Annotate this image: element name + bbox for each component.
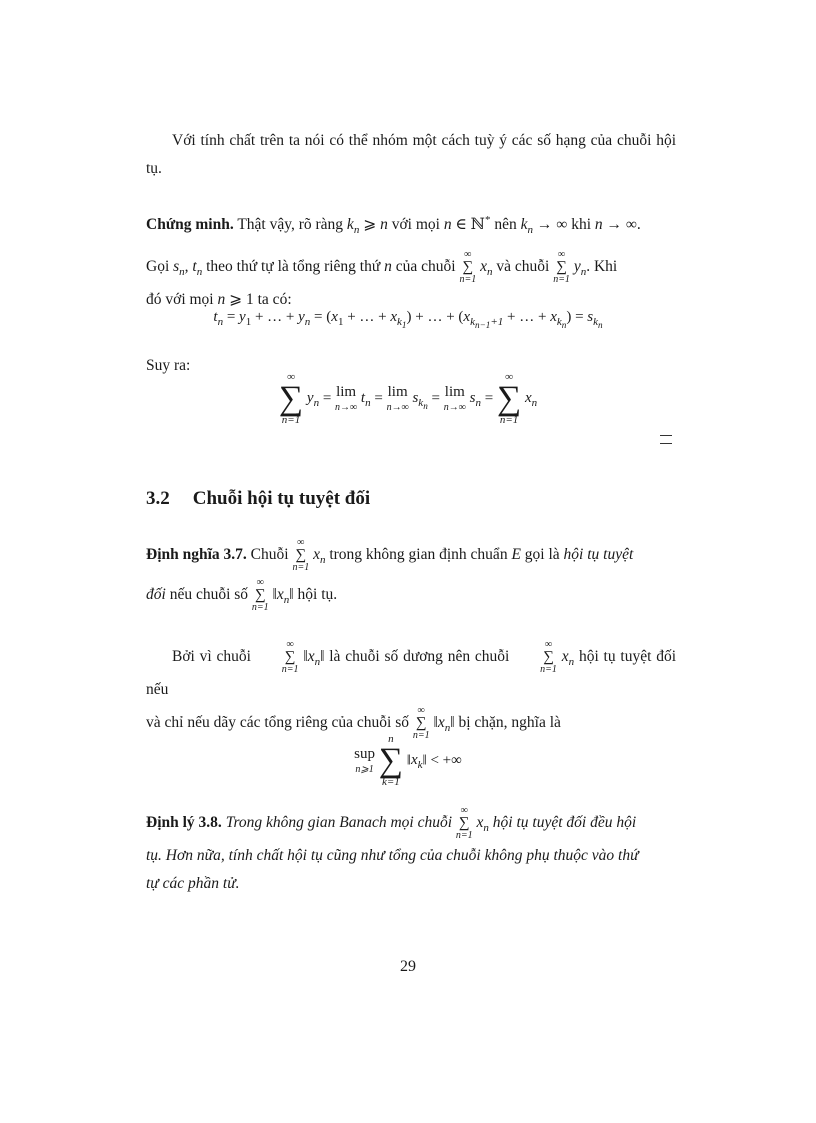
definition-text: Chuỗi: [250, 546, 289, 564]
sum-symbol: ∞ ∑ n=1: [459, 249, 477, 286]
sum-symbol: n ∑ k=1: [378, 733, 403, 788]
proof-line-2: Gọi $s_n$, $t_n$ theo thứ tự là tổng riêng thứ n của chuỗi ∞ ∑ n=1 $x_n$ và chuỗi ∞ ∑ n=1 $y_n$. Khi: [146, 249, 618, 286]
equation-limit: ∞ ∑ n=1 $y_n$ = lim n→∞ $t_n$ = lim n→∞ $s_{k_n}$ = lim n→∞ $s_n$ = ∞ ∑ n=1 $x_n$: [278, 371, 538, 426]
definition-line-1: Định nghĩa 3.7. Chuỗi ∞ ∑ n=1 $x_n$ trong không gian định chuẩn E gọi là hội tụ tuyệt: [146, 537, 634, 573]
theorem-text: hội tụ tuyệt đối đều hội: [492, 814, 637, 832]
theorem-label: Định lý 3.8.: [146, 814, 222, 832]
theorem-line-2: tụ. Hơn nữa, tính chất hội tụ cũng như tổng của chuỗi không phụ thuộc vào thứ: [146, 847, 639, 865]
definition-line-2: đối nếu chuỗi số ∞ ∑ n=1 $‖x_n‖$ hội tụ.: [146, 577, 338, 614]
definition-term: hội tụ tuyệt: [563, 546, 634, 564]
section-title: Chuỗi hội tụ tuyệt đối: [192, 488, 371, 509]
proof-paragraph: [146, 206, 676, 314]
theorem-line-1: Định lý 3.8. Trong không gian Banach mọi chuỗi ∞ ∑ n=1 $x_n$ hội tụ tuyệt đối đều hội: [146, 805, 637, 841]
equation-partial-sum: $t_n = y_1$ + … + $y_n = (x_1$ + … + $x_{k_1}$) + … + ($x_{k_{n-1}+1}$ + … + $x_{k_n}) = s_{k_n}$: [213, 309, 603, 331]
definition-text: gọi là: [524, 546, 560, 564]
proof-text: Gọi: [146, 258, 170, 276]
definition-term: đối: [146, 586, 166, 604]
proof-line-1: Chứng minh. Thật vậy, rõ ràng $k_n$ ⩾ n với mọi n ∈ ℕ* nên $k_n$ → ∞ khi n → ∞.: [146, 214, 641, 237]
definition-label: Định nghĩa 3.7.: [146, 546, 247, 564]
intro-line-2: hội tụ.: [146, 132, 676, 177]
proof-text: theo thứ tự là tổng riêng thứ: [206, 258, 381, 276]
proof-text: nên: [494, 216, 517, 234]
proof-text: và chuỗi: [496, 258, 550, 276]
theorem-paragraph: [146, 806, 676, 898]
intro-line-1: Với tính chất trên ta nói có thể nhóm một cách tuỳ ý các số hạng của chuỗi: [172, 132, 652, 149]
page-number: 29: [400, 958, 416, 975]
proof-text: Thật vậy, rõ ràng: [237, 216, 344, 234]
proof-text: Khi: [593, 258, 618, 276]
definition-text: nếu chuỗi số: [169, 586, 249, 604]
section-number: 3.2: [146, 488, 170, 509]
sum-symbol: ∞ ∑ n=1: [455, 805, 473, 841]
proof-text: khi: [571, 216, 591, 234]
equation-sup: sup n⩾1 n ∑ k=1 $‖x_k‖$ < +∞: [354, 733, 462, 788]
definition-text: trong không gian định chuẩn: [329, 546, 508, 564]
sum-symbol: ∞ ∑ n=1: [278, 371, 304, 426]
sum-symbol: ∞ ∑ n=1: [496, 371, 522, 426]
abs-text: là chuỗi số dương nên chuỗi: [329, 648, 510, 666]
sum-symbol: ∞ ∑ n=1: [553, 249, 570, 286]
sum-symbol: ∞ ∑ n=1: [292, 537, 310, 573]
proof-text: ta có:: [257, 291, 292, 309]
proof-line-3: đó với mọi n ⩾ 1 ta có:: [146, 291, 292, 309]
proof-label: Chứng minh.: [146, 216, 234, 234]
sum-symbol: ∞ ∑ n=1: [251, 577, 269, 614]
qed-symbol: [660, 435, 674, 449]
definition-paragraph: [146, 538, 676, 614]
section-heading: [146, 488, 370, 510]
theorem-line-3: tự các phần tử.: [146, 875, 240, 893]
suy-ra: Suy ra:: [146, 357, 191, 374]
definition-text: hội tụ.: [297, 586, 338, 604]
intro-paragraph: [146, 127, 676, 183]
abs-text: bị chặn, nghĩa là: [458, 714, 561, 732]
proof-text: với mọi: [391, 216, 440, 234]
abs-text: Bởi vì chuỗi: [172, 648, 251, 666]
sum-symbol: ∞ ∑ n=1: [412, 705, 430, 742]
abs-convergence-paragraph: [146, 640, 676, 742]
abs-text: và chỉ nếu dãy các tổng riêng của chuỗi số: [146, 714, 409, 732]
proof-text: đó với mọi: [146, 291, 214, 309]
abs-text: hội tụ tuyệt đối nếu: [146, 648, 677, 699]
sum-symbol: ∞ ∑ n=1: [540, 639, 557, 675]
abs-line-1: Bởi vì chuỗi ∞ ∑ n=1 $‖x_n‖$ là chuỗi số dương nên chuỗi ∞ ∑ n=1 $x_n$ hội tụ tuyệt đối nếu: [146, 639, 677, 699]
proof-text: của chuỗi: [395, 258, 456, 276]
abs-line-2: và chỉ nếu dãy các tổng riêng của chuỗi số ∞ ∑ n=1 $‖x_n‖$ bị chặn, nghĩa là: [146, 705, 561, 742]
theorem-text: Trong không gian Banach mọi chuỗi: [225, 814, 453, 832]
sum-symbol: ∞ ∑ n=1: [281, 639, 299, 675]
